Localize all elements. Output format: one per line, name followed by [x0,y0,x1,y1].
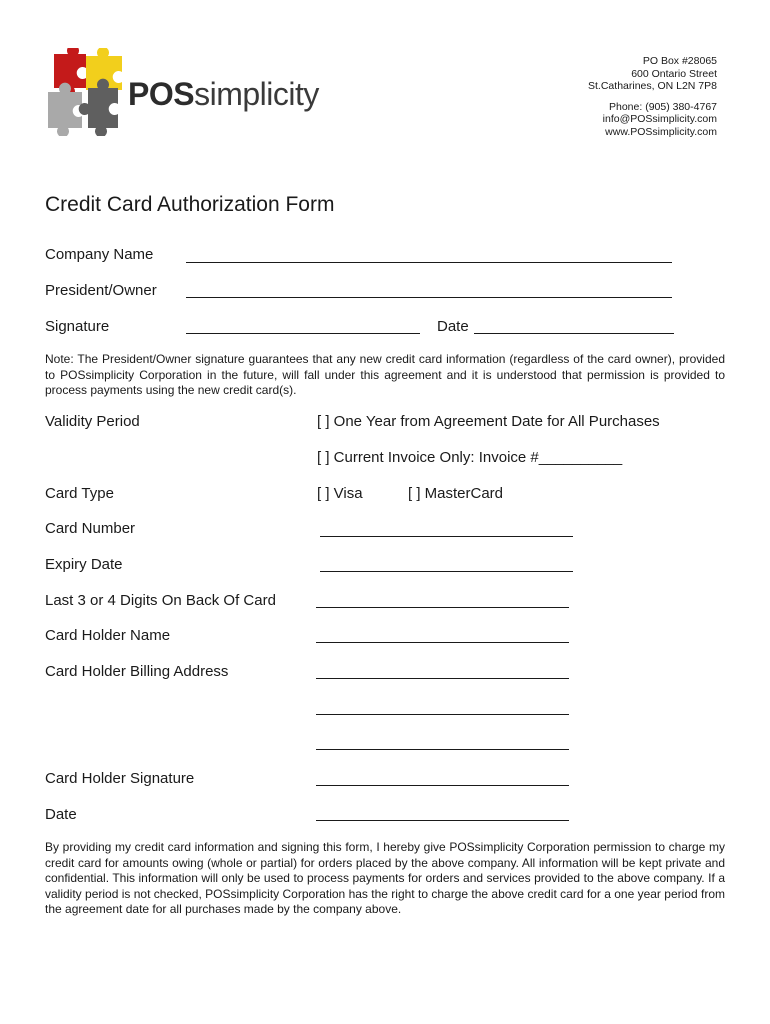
card-holder-name-field[interactable] [316,642,569,643]
validity-current-invoice-checkbox[interactable]: [ ] Current Invoice Only: Invoice #__________ [317,449,623,466]
logo-wordmark-pos: POS [128,76,195,112]
billing-address-line-2-field[interactable] [316,714,569,715]
card-type-label: Card Type [45,485,114,502]
card-type-visa-checkbox[interactable]: [ ] Visa [317,485,363,502]
president-owner-label: President/Owner [45,282,157,299]
date-field[interactable] [474,333,674,334]
date-label: Date [437,318,469,335]
card-type-mastercard-checkbox[interactable]: [ ] MasterCard [408,485,504,502]
address-line-2: 600 Ontario Street [631,67,717,80]
logo-wordmark [128,78,319,110]
validity-one-year-checkbox[interactable]: [ ] One Year from Agreement Date for All Purchases [317,413,660,430]
billing-address-line-3-field[interactable] [316,749,569,750]
logo-wordmark-simplicity: simplicity [194,76,319,112]
website-link[interactable]: www.POSsimplicity.com [605,125,717,138]
billing-address-line-1-field[interactable] [316,678,569,679]
card-number-field[interactable] [320,536,573,537]
cvv-label: Last 3 or 4 Digits On Back Of Card [45,592,276,609]
expiry-date-label: Expiry Date [45,556,123,573]
company-name-label: Company Name [45,246,154,263]
form-title: Credit Card Authorization Form [45,193,335,216]
address-line-1: PO Box #28065 [642,55,717,67]
final-date-field[interactable] [316,820,569,821]
billing-address-label: Card Holder Billing Address [45,663,229,680]
address-line-3: St.Catharines, ON L2N 7P8 [588,80,717,93]
signature-label: Signature [45,318,110,335]
card-number-label: Card Number [45,520,136,537]
president-owner-field[interactable] [186,297,672,298]
signature-field[interactable] [186,333,420,334]
card-holder-signature-field[interactable] [316,785,569,786]
note-text: Note: The President/Owner signature guarantees that any new credit card information (regardless of the card owner), provided to POSsimplicity Corporation in the future, will fall under this agreement and it is understood that permission is provided to process payments using the new credit card(s). [45,352,725,397]
contact-block [588,55,717,139]
card-holder-name-label: Card Holder Name [45,627,171,644]
final-date-label: Date [45,806,77,823]
authorization-text: By providing my credit card information and signing this form, I hereby give POSsimplicity Corporation permission to charge my credit card for amounts owing (whole or partial) for orders placed by the above company. All information will be kept private and confidential. This information will only be used to process payments for orders and services provided to the above company. If a validity period is not checked, POSsimplicity Corporation has the right to charge the above credit card for a one year period from the agreement date for all purchases made by the company above. [45,840,725,916]
expiry-date-field[interactable] [320,571,573,572]
email-link[interactable]: info@POSsimplicity.com [602,113,717,126]
puzzle-pieces-icon [44,48,134,136]
validity-period-label: Validity Period [45,413,140,430]
cvv-field[interactable] [316,607,569,608]
phone-text: Phone: (905) 380-4767 [609,100,717,113]
company-name-field[interactable] [186,262,672,263]
card-holder-signature-label: Card Holder Signature [45,770,195,787]
